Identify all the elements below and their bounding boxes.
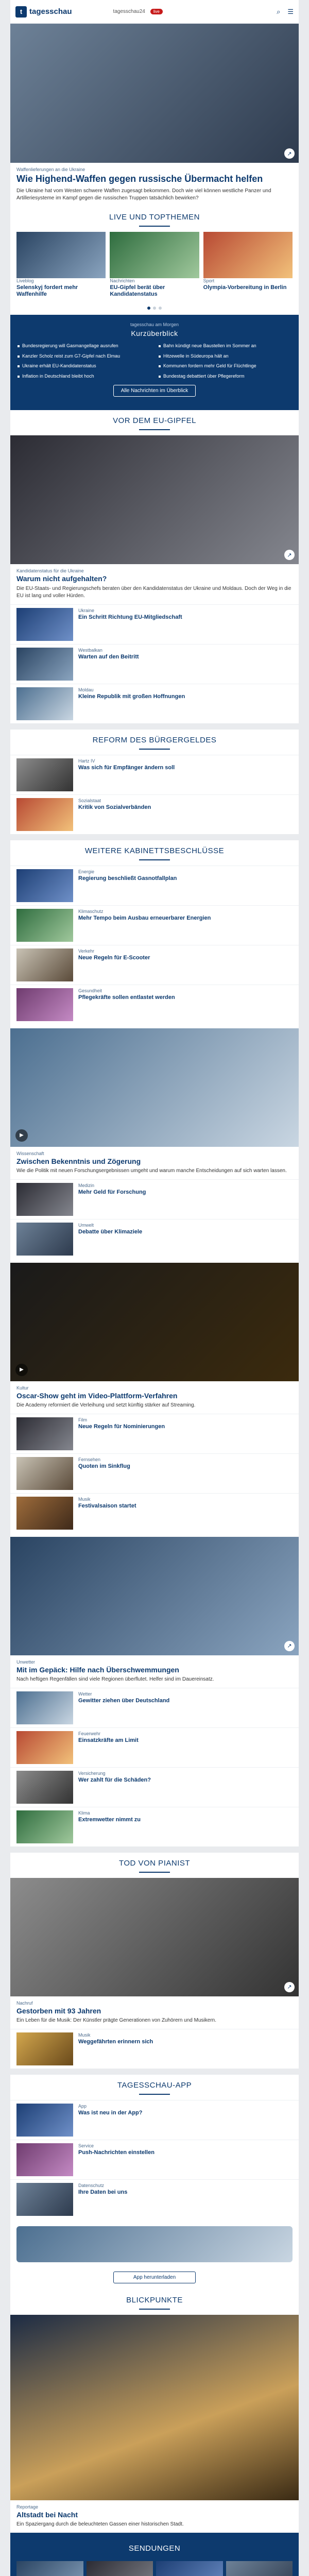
list-item-kicker: Klima bbox=[78, 1810, 90, 1816]
science-teaser: Wie die Politik mit neuen Forschungsergebnissen umgeht und warum manche Entscheidungen auf sich warten lassen. bbox=[16, 1168, 287, 1174]
brief-kicker: tagesschau am Morgen bbox=[130, 322, 179, 328]
list-item-kicker: Energie bbox=[78, 869, 95, 874]
live-card-kicker: Sport bbox=[203, 278, 215, 283]
play-icon[interactable]: ▶ bbox=[15, 1129, 28, 1142]
tod-kicker: Nachruf bbox=[16, 2000, 33, 2006]
site-header bbox=[10, 0, 299, 24]
share-icon[interactable]: ↗ bbox=[284, 148, 295, 159]
app-promo bbox=[10, 2219, 299, 2269]
oscars-headline: Oscar-Show geht im Video-Plattform-Verfahren bbox=[16, 1391, 178, 1400]
brief-item[interactable]: Inflation in Deutschland bleibt hoch bbox=[18, 373, 150, 380]
blick-story[interactable] bbox=[10, 2500, 299, 2533]
science-image[interactable] bbox=[10, 1028, 299, 1147]
list-item-image bbox=[16, 2032, 73, 2065]
top-story[interactable] bbox=[10, 163, 299, 207]
live-card-title: Selenskyj fordert mehr Waffenhilfe bbox=[16, 284, 78, 298]
list-item-image bbox=[16, 1771, 73, 1804]
list-item-title: Extremwetter nimmt zu bbox=[78, 1816, 141, 1823]
sendung-image bbox=[226, 2561, 293, 2576]
brief-item[interactable]: Bundesregierung will Gasmangellage ausrufen bbox=[18, 343, 150, 350]
carousel-dot[interactable] bbox=[147, 307, 150, 310]
science-kicker: Wissenschaft bbox=[16, 1150, 44, 1156]
list-item-title: Was ist neu in der App? bbox=[78, 2109, 143, 2116]
list-item-kicker: Hartz IV bbox=[78, 758, 95, 764]
list-item-kicker: Wetter bbox=[78, 1691, 92, 1697]
header-actions bbox=[277, 8, 294, 16]
list-item-image bbox=[16, 1691, 73, 1724]
live-card-image bbox=[16, 232, 106, 278]
content-column bbox=[10, 0, 299, 2576]
oscars-teaser: Die Academy reformiert die Verleihung und setzt künftig stärker auf Streaming. bbox=[16, 1402, 196, 1409]
list-item[interactable] bbox=[10, 2029, 299, 2069]
list-item-image bbox=[16, 1223, 73, 1256]
list-item[interactable] bbox=[10, 945, 299, 985]
list-item[interactable] bbox=[10, 2100, 299, 2140]
list-item-title: Regierung beschließt Gasnotfallplan bbox=[78, 875, 177, 882]
brief-item[interactable]: Bahn kündigt neue Baustellen im Sommer an bbox=[159, 343, 291, 350]
sendung-item[interactable] bbox=[87, 2561, 153, 2576]
tod-headline: Gestorben mit 93 Jahren bbox=[16, 2006, 101, 2015]
section-rule bbox=[139, 1872, 170, 1873]
list-item-kicker: App bbox=[78, 2103, 87, 2109]
list-item-image bbox=[16, 1731, 73, 1764]
divider bbox=[10, 1846, 299, 1853]
eu-headline: Warum nicht aufgehalten? bbox=[16, 574, 107, 583]
brief-title: Kurzüberblick bbox=[131, 329, 178, 338]
list-item-image bbox=[16, 1183, 73, 1216]
oscars-story[interactable] bbox=[10, 1381, 299, 1414]
share-icon[interactable]: ↗ bbox=[284, 550, 295, 560]
section-rule bbox=[139, 2309, 170, 2310]
list-item-image bbox=[16, 2143, 73, 2176]
logo-text: tagesschau bbox=[29, 7, 72, 16]
list-item-title: Ihre Daten bei uns bbox=[78, 2189, 128, 2195]
list-item-title: Einsatzkräfte am Limit bbox=[78, 1737, 139, 1743]
carousel-dot[interactable] bbox=[159, 307, 162, 310]
flood-image[interactable] bbox=[10, 1537, 299, 1655]
list-item-title: Warten auf den Beitritt bbox=[78, 653, 139, 660]
list-item-title: Neue Regeln für Nominierungen bbox=[78, 1423, 165, 1430]
carousel-dot[interactable] bbox=[153, 307, 156, 310]
live-card-kicker: Nachrichten bbox=[110, 278, 135, 283]
flood-story[interactable] bbox=[10, 1655, 299, 1688]
top-teaser: Die Ukraine hat vom Westen schwere Waffen zugesagt bekommen. Doch wie viel können westliche Panzer und Artilleriesysteme im Kampf gegen die russischen Truppen tatsächlich bewirken? bbox=[16, 188, 271, 201]
blick-image[interactable] bbox=[10, 2315, 299, 2500]
list-item-image bbox=[16, 948, 73, 981]
sendung-item[interactable] bbox=[156, 2561, 223, 2576]
list-item-kicker: Umwelt bbox=[78, 1222, 94, 1228]
live-area[interactable] bbox=[113, 9, 163, 14]
list-item-image bbox=[16, 687, 73, 720]
list-item-title: Kleine Republik mit großen Hoffnungen bbox=[78, 693, 185, 700]
list-item[interactable] bbox=[10, 1493, 299, 1533]
brief-list-left bbox=[18, 343, 150, 383]
list-item-kicker: Verkehr bbox=[78, 948, 95, 954]
list-item-title: Festivalsaison startet bbox=[78, 1502, 136, 1509]
blick-headline: Altstadt bei Nacht bbox=[16, 2510, 78, 2519]
list-item-kicker: Musik bbox=[78, 2032, 91, 2038]
sendungen-strip bbox=[10, 2557, 299, 2576]
search-icon[interactable]: ⌕ bbox=[277, 7, 281, 15]
app-promo-banner[interactable] bbox=[16, 2226, 293, 2262]
list-item[interactable] bbox=[10, 2140, 299, 2179]
list-item-kicker: Fernsehen bbox=[78, 1456, 101, 1462]
list-item-title: Kritik von Sozialverbänden bbox=[78, 804, 151, 810]
list-item[interactable] bbox=[10, 985, 299, 1024]
list-item-title: Mehr Tempo beim Ausbau erneuerbarer Energien bbox=[78, 914, 211, 921]
brief-item[interactable]: Kanzler Scholz reist zum G7-Gipfel nach Elmau bbox=[18, 353, 150, 360]
sendung-item[interactable] bbox=[16, 2561, 83, 2576]
brief-more-button[interactable]: Alle Nachrichten im Überblick bbox=[113, 385, 196, 397]
list-item-title: Weggefährten erinnern sich bbox=[78, 2038, 153, 2045]
section-rule bbox=[139, 226, 170, 227]
list-item-title: Debatte über Klimaziele bbox=[78, 1228, 143, 1235]
list-item-image bbox=[16, 869, 73, 902]
list-item-kicker: Datenschutz bbox=[78, 2182, 105, 2188]
live-card-kicker: Liveblog bbox=[16, 278, 34, 283]
list-item[interactable] bbox=[10, 604, 299, 644]
section-rule bbox=[139, 429, 170, 430]
list-item[interactable] bbox=[10, 2179, 299, 2219]
list-item-kicker: Musik bbox=[78, 1496, 91, 1502]
section-rule bbox=[139, 859, 170, 860]
top-headline: Wie Highend-Waffen gegen russische Übermacht helfen bbox=[16, 174, 263, 184]
brief-columns bbox=[18, 343, 291, 383]
list-item[interactable] bbox=[10, 684, 299, 723]
menu-icon[interactable]: ☰ bbox=[287, 7, 294, 15]
live-label: tagesschau24 bbox=[113, 9, 145, 14]
list-item[interactable] bbox=[10, 1688, 299, 1727]
live-cards bbox=[10, 232, 299, 305]
list-item-title: Pflegekräfte sollen entlastet werden bbox=[78, 994, 175, 1001]
section-rule bbox=[139, 749, 170, 750]
logo[interactable] bbox=[15, 6, 72, 18]
divider bbox=[10, 723, 299, 730]
list-item[interactable] bbox=[10, 1807, 299, 1846]
live-card[interactable] bbox=[110, 232, 199, 300]
brief-item[interactable]: Hitzewelle in Südeuropa hält an bbox=[159, 353, 291, 360]
list-item[interactable] bbox=[10, 1414, 299, 1453]
list-item-title: Mehr Geld für Forschung bbox=[78, 1189, 146, 1195]
section-title-eu: VOR DEM EU-GIPFEL bbox=[113, 416, 196, 426]
list-item-kicker: Film bbox=[78, 1417, 87, 1422]
sendung-image bbox=[16, 2561, 83, 2576]
list-item[interactable] bbox=[10, 1453, 299, 1493]
list-item-kicker: Moldau bbox=[78, 687, 94, 692]
oscars-image[interactable] bbox=[10, 1263, 299, 1381]
logo-mark: t bbox=[15, 6, 27, 18]
section-title-weitere: WEITERE KABINETTSBESCHLÜSSE bbox=[84, 846, 225, 855]
brief-list-right bbox=[159, 343, 291, 383]
eu-teaser: Die EU-Staats- und Regierungschefs beraten über den Kandidatenstatus der Ukraine und Moldaus. Doch der Weg in die EU ist lang und voller Hürden. bbox=[16, 585, 291, 599]
list-item[interactable] bbox=[10, 866, 299, 905]
list-item[interactable] bbox=[10, 905, 299, 945]
list-item-image bbox=[16, 608, 73, 641]
oscars-kicker: Kultur bbox=[16, 1385, 29, 1391]
flood-kicker: Unwetter bbox=[16, 1659, 36, 1665]
list-item-kicker: Ukraine bbox=[78, 607, 95, 613]
list-item[interactable] bbox=[10, 644, 299, 684]
list-item-kicker: Versicherung bbox=[78, 1770, 106, 1776]
list-item-image bbox=[16, 798, 73, 831]
list-item[interactable] bbox=[10, 1179, 299, 1219]
list-item-title: Was sich für Empfänger ändern soll bbox=[78, 764, 175, 771]
section-title-live: LIVE UND TOPTHEMEN bbox=[109, 212, 200, 222]
list-item-image bbox=[16, 1417, 73, 1450]
brief-box bbox=[10, 315, 299, 410]
list-item-image bbox=[16, 1810, 73, 1843]
list-item-image bbox=[16, 909, 73, 942]
tod-story[interactable] bbox=[10, 1996, 299, 2029]
section-title-blick: BLICKPUNKTE bbox=[126, 2295, 183, 2304]
eu-story[interactable] bbox=[10, 564, 299, 604]
top-hero-image[interactable] bbox=[10, 24, 299, 163]
live-card[interactable] bbox=[16, 232, 106, 300]
live-badge: live bbox=[150, 9, 163, 14]
list-item-title: Wer zahlt für die Schäden? bbox=[78, 1776, 151, 1783]
list-item-image bbox=[16, 758, 73, 791]
share-icon[interactable]: ↗ bbox=[284, 1982, 295, 1992]
section-rule bbox=[139, 2094, 170, 2095]
play-icon[interactable]: ▶ bbox=[15, 1364, 28, 1376]
list-item-title: Gewitter ziehen über Deutschland bbox=[78, 1697, 170, 1704]
list-item-kicker: Gesundheit bbox=[78, 988, 102, 993]
carousel-dots bbox=[10, 304, 299, 315]
divider bbox=[10, 2069, 299, 2075]
list-item[interactable] bbox=[10, 755, 299, 794]
list-item-kicker: Sozialstaat bbox=[78, 798, 101, 803]
section-title-buerger: REFORM DES BÜRGERGELDES bbox=[92, 735, 217, 744]
brief-item[interactable]: Ukraine erhält EU-Kandidatenstatus bbox=[18, 363, 150, 370]
list-item-image bbox=[16, 1497, 73, 1530]
science-story[interactable] bbox=[10, 1147, 299, 1179]
list-item[interactable] bbox=[10, 1727, 299, 1767]
eu-hero-image[interactable] bbox=[10, 435, 299, 564]
blick-teaser: Ein Spaziergang durch die beleuchteten Gassen einer historischen Stadt. bbox=[16, 2521, 184, 2528]
flood-teaser: Nach heftigen Regenfällen sind viele Regionen überflutet. Helfer sind im Dauereinsatz. bbox=[16, 1676, 214, 1683]
tod-image[interactable] bbox=[10, 1878, 299, 1996]
list-item-title: Ein Schritt Richtung EU-Mitgliedschaft bbox=[78, 614, 182, 620]
list-item-image bbox=[16, 988, 73, 1021]
tod-teaser: Ein Leben für die Musik: Der Künstler prägte Generationen von Zuhörern und Musikern. bbox=[16, 2018, 216, 2024]
list-item-image bbox=[16, 2104, 73, 2137]
sendung-item[interactable] bbox=[226, 2561, 293, 2576]
live-card-image bbox=[203, 232, 293, 278]
list-item-kicker: Feuerwehr bbox=[78, 1731, 101, 1736]
section-title-tod: TOD VON PIANIST bbox=[118, 1858, 191, 1868]
app-download-button[interactable]: App herunterladen bbox=[113, 2272, 196, 2283]
brief-item[interactable]: Kommunen fordern mehr Geld für Flüchtlinge bbox=[159, 363, 291, 370]
section-title-app: TAGESSCHAU-APP bbox=[117, 2080, 192, 2090]
live-card-title: EU-Gipfel berät über Kandidatenstatus bbox=[110, 284, 165, 298]
list-item-title: Quoten im Sinkflug bbox=[78, 1463, 130, 1469]
list-item-image bbox=[16, 648, 73, 681]
list-item[interactable] bbox=[10, 794, 299, 834]
sendung-image bbox=[156, 2561, 223, 2576]
list-item-title: Push-Nachrichten einstellen bbox=[78, 2149, 154, 2156]
live-card-title: Olympia-Vorbereitung in Berlin bbox=[203, 284, 287, 291]
list-item[interactable] bbox=[10, 1767, 299, 1807]
list-item-image bbox=[16, 1457, 73, 1490]
list-item-kicker: Service bbox=[78, 2143, 94, 2148]
list-item-image bbox=[16, 2183, 73, 2216]
section-title-sendungen: SENDUNGEN bbox=[128, 2544, 181, 2553]
eu-kicker: Kandidatenstatus für die Ukraine bbox=[16, 568, 84, 574]
list-item-title: Neue Regeln für E-Scooter bbox=[78, 954, 150, 961]
live-card[interactable] bbox=[203, 232, 293, 300]
list-item-kicker: Klimaschutz bbox=[78, 908, 104, 914]
share-icon[interactable]: ↗ bbox=[284, 1641, 295, 1651]
sendung-image bbox=[87, 2561, 153, 2576]
list-item[interactable] bbox=[10, 1219, 299, 1259]
top-kicker: Waffenlieferungen an die Ukraine bbox=[16, 167, 85, 172]
flood-headline: Mit im Gepäck: Hilfe nach Überschwemmungen bbox=[16, 1665, 179, 1674]
list-item-kicker: Medizin bbox=[78, 1182, 95, 1188]
list-item-kicker: Westbalkan bbox=[78, 647, 102, 653]
science-headline: Zwischen Bekenntnis und Zögerung bbox=[16, 1157, 141, 1165]
blick-kicker: Reportage bbox=[16, 2504, 39, 2510]
divider bbox=[10, 834, 299, 840]
sendungen-box bbox=[10, 2533, 299, 2576]
brief-item[interactable]: Bundestag debattiert über Pflegereform bbox=[159, 373, 291, 380]
live-card-image bbox=[110, 232, 199, 278]
